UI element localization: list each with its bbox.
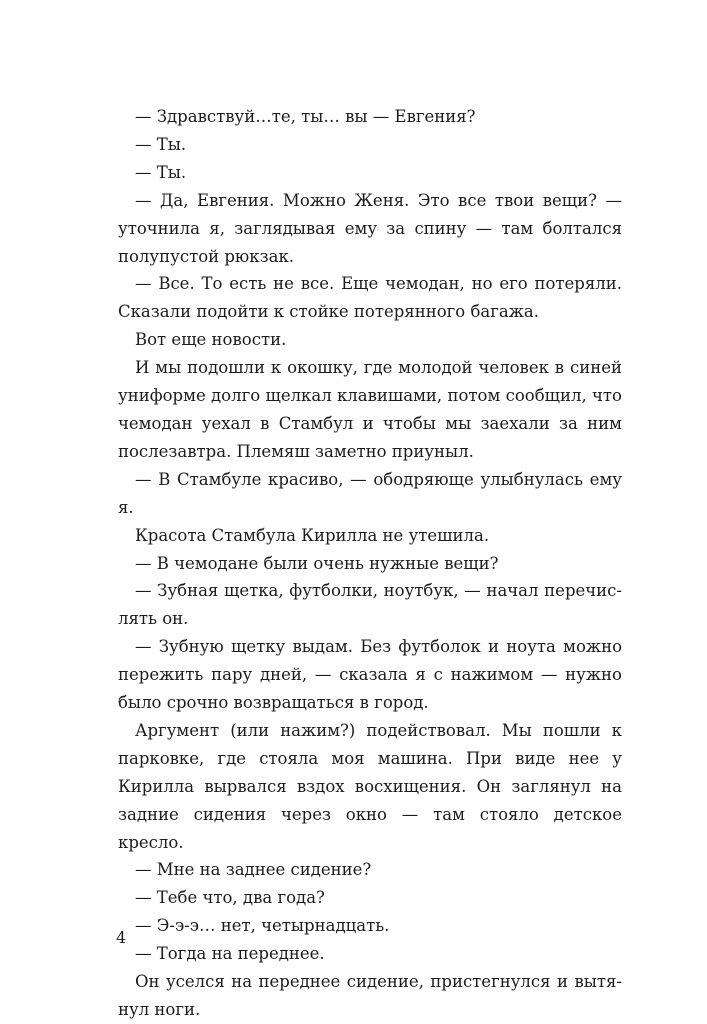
paragraph: И мы подошли к окошку, где молодой человек в синей униформе долго щелкал клавишами, потом сообщил, что чемодан уехал в Стамбул и чтобы мы заехали за ним послезавтра. Племяш заметно приуныл. [118,358,622,461]
paragraph: — Э-э-э… нет, четырнадцать. [135,916,390,936]
paragraph: — Зубную щетку выдам. Без футболок и ноута можно пережить пару дней, — сказала я с нажимом — нужно было срочно возвращаться в город. [118,637,622,713]
paragraph: Аргумент (или нажим?) подействовал. Мы пошли к парковке, где стояла моя машина. При виде нее у Кирилла вырвался вздох восхищения. Он заглянул на задние сидения через окно — там стояло детское кресло. [118,720,622,852]
body-text [118,103,622,1024]
paragraph: — В Стамбуле красиво, — ободряюще улыбнулась ему я. [118,469,622,517]
page-number: 4 [116,928,127,947]
paragraph: Вот еще новости. [135,330,287,350]
paragraph: — Зубная щетка, футболки, ноутбук, — начал перечислять он. [118,581,622,629]
paragraph: — В чемодане были очень нужные вещи? [135,553,499,573]
paragraph: Красота Стамбула Кирилла не утешила. [135,525,490,545]
paragraph: — Все. То есть не все. Еще чемодан, но его потеряли. Сказали подойти к стойке потерянного багажа. [118,274,622,322]
paragraph: Он уселся на переднее сидение, пристегнулся и вытянул ноги. [118,972,622,1019]
paragraph: — Тогда на переднее. [135,944,325,964]
paragraph: — Мне на заднее сидение? [135,860,372,880]
paragraph: — Здравствуй…те, ты… вы — Евгения? [135,107,476,126]
paragraph: — Да, Евгения. Можно Женя. Это все твои вещи? — уточнила я, заглядывая ему за спину — там болтался полупустой рюкзак. [118,190,622,266]
paragraph: — Ты. [135,134,187,154]
paragraph: — Ты. [135,162,187,182]
paragraph: — Тебе что, два года? [135,888,325,908]
